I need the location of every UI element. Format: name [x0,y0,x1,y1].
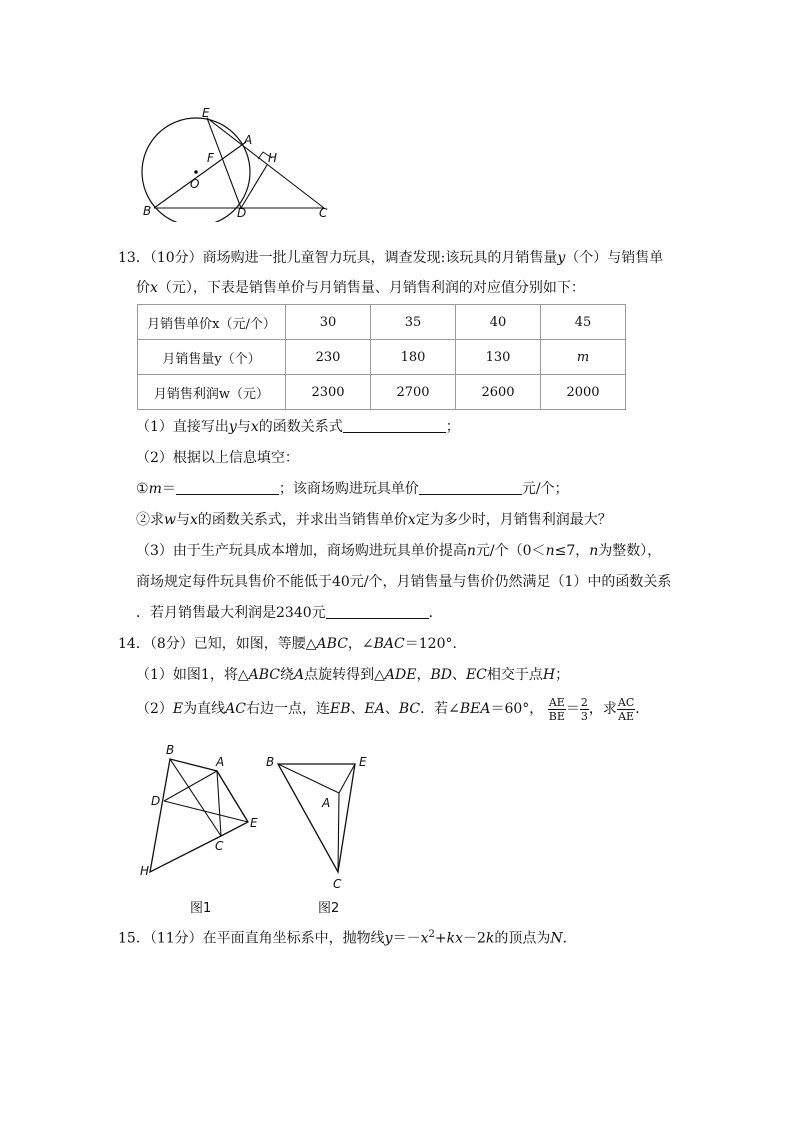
segment-ae [217,771,248,822]
center-dot [194,170,198,174]
q13-table [137,304,626,410]
q13-part3-line2: 商场规定每件玩具售价不能低于40元/个，月销售量与售价仍然满足（1）中的函数关系 [136,574,672,590]
label-b: B [266,755,275,769]
q13-part1: （1）直接写出y与x的函数关系式 ； [136,419,460,435]
figure-1-caption: 图1 [190,901,212,916]
row-header: 月销售利润w（元） [138,375,286,410]
q15-stem: 15．（11分）在平面直角坐标系中，抛物线$y=-x^2+kx-2k$的顶点为N． [118,929,577,947]
fraction-ae-be: $\frac{AE}{BE}$ [548,695,565,723]
label-b: B [143,204,152,218]
label-h: H [140,864,150,878]
q13-part2: （2）根据以上信息填空： [136,450,299,466]
segment-ac [338,793,339,872]
q13-part2-2: ②求w与x的函数关系式，并求出当销售单价x定为多少时，月销售利润最大？ [136,512,612,528]
triangle-bec [278,764,355,872]
fraction-two-thirds: $\frac{2}{3}$ [580,695,588,723]
table-row: 月销售单价x（元/个） 30 35 40 45 [138,305,626,340]
label-c: C [333,877,342,891]
label-c: C [215,839,224,853]
label-a: A [322,796,331,810]
segment-dh [241,165,267,208]
label-f: F [207,151,214,165]
label-b: B [166,743,175,757]
segment-da [164,771,217,801]
q13-stem-line2: 价x（元），下表是销售单价与月销售量、月销售利润的对应值分别如下： [136,280,585,296]
segment-ba [278,764,339,793]
label-h: H [268,151,278,165]
fraction-ac-ae: $\frac{AC}{AE}$ [617,695,635,723]
figure-2 [258,744,376,918]
label-e: E [202,106,210,120]
label-a: A [244,133,253,147]
segment-ac [217,771,221,836]
label-o: O [190,177,200,191]
q14-part2: （2）E为直线AC右边一点，连EB、EA、BC．若∠BEA＝60°， $\frac{AE}{BE}$ ＝ $\frac{2}{3}$ ，求 $\frac{AC}{AE}$ ． [136,695,650,723]
label-d: D [151,794,161,808]
label-a: A [216,755,225,769]
label-c: C [319,206,328,220]
q14-stem: 14．（8分）已知，如图，等腰△ABC，∠BAC＝120°． [118,636,467,652]
figure-2-caption: 图2 [318,901,340,916]
table-row: 月销售量y（个） 230 180 130 m [138,340,626,375]
label-e: E [250,816,258,830]
q13-stem-line1: 13．（10分）商场购进一批儿童智力玩具，调查发现:该玩具的月销售量y（个）与销售单 [118,250,664,266]
q13-part3-line3: ．若月销售最大利润是2340元 ． [136,605,443,621]
answer-blank[interactable] [176,480,279,495]
circle-figure [130,104,350,222]
figure-1 [138,740,266,918]
segment-de [164,801,248,822]
row-header: 月销售量y（个） [138,340,286,375]
q14-part1: （1）如图1，将△ABC绕A点旋转得到△ADE，BD、EC相交于点H； [136,667,570,683]
segment-ba [154,142,246,208]
answer-blank[interactable] [326,604,429,619]
label-d: D [237,206,247,220]
outline-bhce [150,759,248,872]
circle-o [142,118,253,222]
q13-part3-line1: （3）由于生产玩具成本增加，商场购进玩具单价提高n元/个（0＜n≤7，n为整数）， [136,543,662,559]
table-row: 月销售利润w（元） 2300 2700 2600 2000 [138,375,626,410]
row-header: 月销售单价x（元/个） [138,305,286,340]
label-e: E [359,755,367,769]
answer-blank[interactable] [343,418,446,433]
answer-blank[interactable] [419,480,522,495]
q13-part2-1: ①m＝ ；该商场购进玩具单价 元/个； [136,481,569,497]
